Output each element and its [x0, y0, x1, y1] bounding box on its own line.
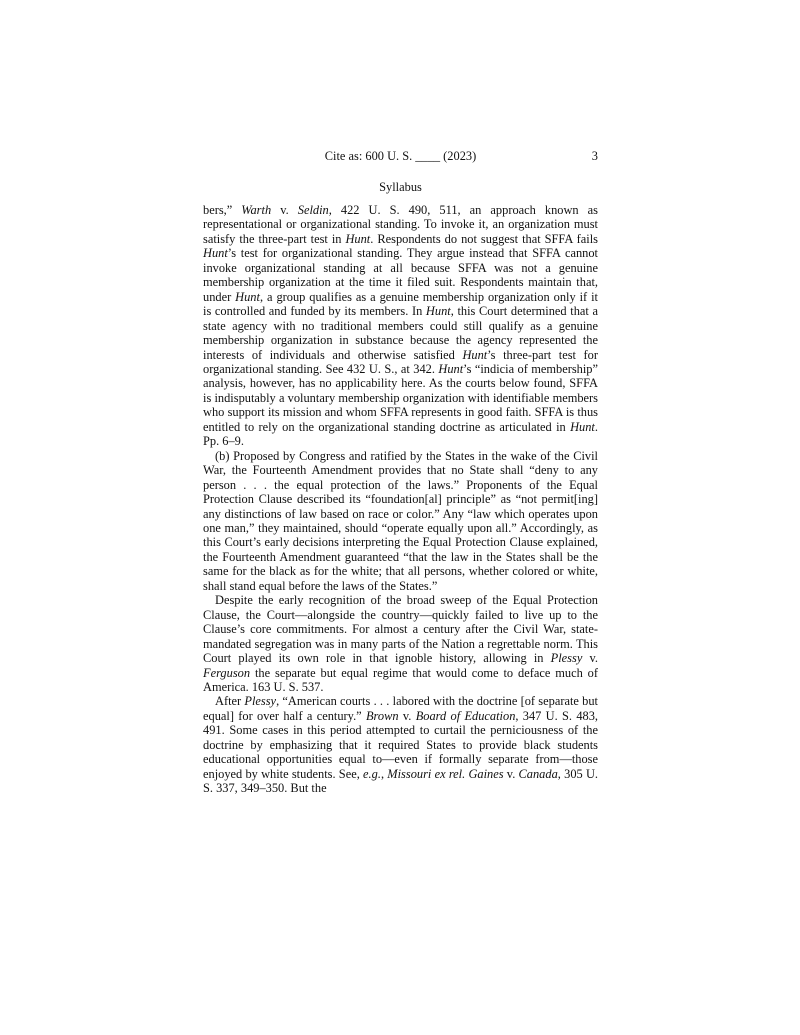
italic-text: Plessy	[244, 694, 277, 709]
italic-text: Seldin,	[297, 203, 332, 217]
italic-text: Ferguson	[203, 665, 251, 680]
italic-text: Hunt	[438, 361, 464, 376]
text-run: v.	[398, 708, 416, 723]
text-run: v.	[271, 203, 298, 217]
italic-text: Canada	[518, 766, 558, 781]
text-run: ’s “indicia of membership” analysis, however, has no applicability here. As the courts below found, SFFA is indisputably a voluntary membership organization with identifiable members who support its mission and whom SFFA represents in good faith. SFFA is thus entitled to rely on the organizational standing doctrine as articulated in	[203, 361, 598, 434]
italic-text: Hunt	[462, 347, 488, 362]
text-run: After	[215, 694, 245, 709]
paragraph-1	[203, 203, 598, 449]
text-run: ,	[380, 766, 388, 781]
paragraph-3	[203, 593, 598, 694]
italic-text: Brown	[365, 708, 399, 723]
text-run: , 347 U. S. 483, 491. Some cases in this period attempted to curtail the perniciousness of the doctrine by emphasizing that it required States to provide black students educational opportunities equal to—even if formally separate from—those enjoyed by white students. See,	[203, 708, 599, 781]
text-run: , “American courts . . . labored with the doctrine [of separate but equal] for over half a century.”	[203, 694, 598, 723]
italic-text: e.g.	[363, 766, 381, 781]
text-run: . Respondents do not suggest that SFFA fails	[370, 231, 598, 246]
italic-text: Plessy	[550, 651, 583, 666]
italic-text: Hunt	[235, 289, 260, 304]
italic-text: Warth	[241, 203, 272, 217]
running-header	[203, 148, 598, 164]
text-run: (b) Proposed by Congress and ratified by the States in the wake of the Civil War, the Fourteenth Amendment provides that no State shall “deny to any person . . . the equal protection of the laws.” Proponents of the Equal Protection Clause described its “foundation[al] principle” as “not permit[ing] any distinctions of law based on race or color.” Any “law which operates upon one man,” they maintained, should “operate equally upon all.” Accordingly, as this Court’s early decisions interpreting the Equal Protection Clause explained, the Fourteenth Amendment guaranteed “that the law in the States shall be the same for the black as for the white; that all persons, whether colored or white, shall stand equal before the laws of the States.”	[203, 448, 598, 593]
text-run: . Pp. 6–9.	[203, 419, 598, 449]
text-run: ’s test for organizational standing. They argue instead that SFFA cannot invoke organizational standing at all because SFFA was not a genuine membership organization at the time it filed suit. Respondents maintain that, under	[203, 246, 598, 304]
section-title: Syllabus	[379, 180, 422, 194]
italic-text: Hunt	[345, 231, 371, 246]
text-run: ’s three-part test for organizational standing. See 432 U. S., at 342.	[203, 347, 598, 376]
text-run: , a group qualifies as a genuine membership organization only if it is controlled and funded by its members. In	[203, 289, 598, 319]
text-run: 422 U. S. 490, 511, an approach known as representational or organizational standing. To invoke it, an organization must satisfy the three-part test in	[203, 203, 598, 246]
text-run: v.	[503, 766, 519, 781]
italic-text: Hunt	[570, 419, 595, 434]
italic-text: Hunt	[203, 246, 228, 261]
page-number: 3	[591, 149, 598, 163]
text-run: , 305 U. S. 337, 349–350. But the	[203, 766, 598, 796]
text-run: , this Court determined that a state agency with no traditional members could still qualify as a genuine membership organization in substance because the agency represented the interests of individuals and otherwise satisfied	[203, 304, 598, 362]
text-run: Despite the early recognition of the broad sweep of the Equal Protection Clause, the Court—alongside the country—quickly failed to live up to the Clause’s core commitments. For almost a century after the Civil War, state-mandated segregation was in many parts of the Nation a regrettable norm. This Court played its own role in that ignoble history, allowing in	[203, 593, 598, 666]
syllabus-body	[203, 203, 598, 796]
text-run: v.	[582, 651, 598, 666]
italic-text: Hunt	[425, 304, 451, 319]
italic-text: Missouri ex rel. Gaines	[387, 766, 504, 781]
paragraph-2	[203, 449, 598, 594]
text-run: bers,”	[203, 203, 242, 217]
italic-text: Board of Education	[415, 708, 516, 723]
paragraph-4	[203, 694, 598, 795]
citation-header: Cite as: 600 U. S. ____ (2023)	[324, 149, 477, 163]
text-run: the separate but equal regime that would come to deface much of America. 163 U. S. 537.	[203, 665, 598, 694]
